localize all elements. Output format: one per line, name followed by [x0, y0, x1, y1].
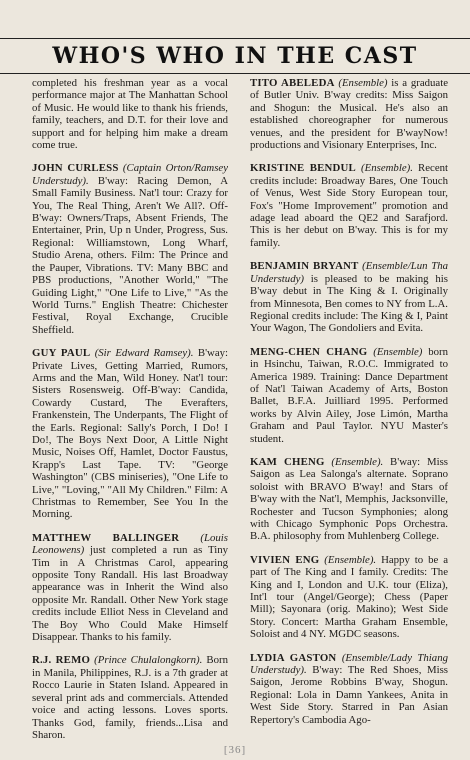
- cast-bio-text: just completed a run as Tiny Tim in A Christmas Carol, appearing opposite Tony Randall. His last Broadway appearance was in Inherit the Wind also opposite Mr. Randall. Other New York stage credits include Elliot Ness in Cleveland and The Boy Who Could Make Himself Disappear. Thanks to his family.: [32, 544, 228, 644]
- cast-bio: [32, 347, 228, 521]
- cast-name: LYDIA GASTON: [250, 651, 337, 664]
- cast-bio: [250, 346, 448, 445]
- cast-bio-text: Happy to be a part of The King and I family. Credits: The King and I, London and U.K. tour (Eliza), Int'l tour (Angel/George); Chess (Paper Mill); Sayonara (orig. Makino); West Side Story. Concert: Martha Graham Ensemble, Soloist and 4 NY. MGDC seasons.: [250, 553, 448, 641]
- cast-name: R.J. REMO: [32, 654, 91, 667]
- page-title: WHO'S WHO IN THE CAST: [52, 43, 418, 69]
- header-band: [0, 38, 470, 74]
- page-number: [36]: [223, 744, 247, 756]
- cast-role: (Louis Leonowens): [32, 531, 228, 557]
- cast-role: (Ensemble): [338, 77, 388, 89]
- cast-name: JOHN CURLESS: [32, 162, 119, 175]
- cast-bio-text: B'way: The Red Shoes, Miss Saigon, Jerome Robbins B'way, Shogun. Regional: Lola in Damn Yankees, Anita in West Side Story. Starred in Pan Asian Repertory's Cambodia Ago-: [250, 664, 448, 726]
- cast-bio: [32, 654, 228, 741]
- cast-bio-text: completed his freshman year as a vocal performance major at The Manhattan School of Music. He would like to thank his friends, family, teachers, and D.T. for their love and support and for helping him make a dream come true.: [32, 77, 228, 152]
- cast-bio-text: Born in Manila, Philippines, R.J. is a 7th grader at Rocco Laurie in Staten Island. Appeared in several print ads and commercials. Attended voice and acting lessons. Loves sports. Thanks God, family, friends...Lisa and Sharon.: [32, 654, 228, 741]
- right-column: [250, 77, 448, 748]
- cast-name: KRISTINE BENDUL: [250, 162, 356, 175]
- cast-name: MENG-CHEN CHANG: [250, 345, 368, 358]
- cast-name: VIVIEN ENG: [250, 553, 320, 566]
- cast-name: BENJAMIN BRYANT: [250, 260, 359, 273]
- left-column: [32, 77, 228, 748]
- cast-role: (Ensemble).: [361, 162, 413, 175]
- cast-bio-text: B'way: Private Lives, Getting Married, Rumors, Arms and the Man, Wild Honey. Nat'l tour: Sisters Rosensweig. Off-B'way: Candida, Cowardy Custard, The Everafters, Frankenstein, The Underpants, The Flight of the Earls. Regional: Sally's Porch, I Do! I Do!, The Boys Next Door, A Little Night Music, Noises Off, Hamlet, Doctor Faustus, Krapp's Last Tape. TV: "George Washington" (CBS miniseries), "One Life to Live," "Loving," "All My Children." Film: A Christmas to Remember, See You In the Morning.: [32, 347, 228, 521]
- cast-role: (Ensemble).: [331, 455, 384, 468]
- cast-bio: [250, 652, 448, 726]
- cast-bio: [250, 554, 448, 641]
- cast-bio: [250, 162, 448, 249]
- cast-name: MATTHEW BALLINGER: [32, 531, 180, 544]
- cast-role: (Sir Edward Ramsey).: [94, 347, 194, 360]
- cast-bio-text: B'way: Racing Demon, A Small Family Business. Nat'l tour: Crazy for You, The Real Thing, Aren't We All?. Off-B'way: Owners/Traps, Absent Friends, The Entertainer, Prin, Up n Under, Progress, Sus. Regional: Williamstown, Long Wharf, Studio Arena, others. Film: The Prince and the Pauper, Vibrations. TV: Many BBC and PBS productions, "Another World," "The Guiding Light," "One Life to Live," "As the World Turns." English Theatre: Chichester Festival, Royal Exchange, Crucible Sheffield.: [32, 174, 228, 336]
- cast-bio: [250, 260, 448, 334]
- cast-role: (Ensemble/Lady Thiang Understudy).: [250, 651, 448, 677]
- cast-name: GUY PAUL: [32, 347, 91, 360]
- cast-role: (Prince Chulalongkorn).: [94, 654, 203, 667]
- cast-name: TITO ABELEDA: [250, 77, 335, 89]
- cast-bio: [32, 532, 228, 644]
- cast-bio: [32, 77, 228, 151]
- cast-role: (Ensemble): [373, 345, 423, 358]
- cast-role: (Ensemble/Lun Tha Understudy): [250, 260, 448, 285]
- cast-name: KAM CHENG: [250, 455, 325, 468]
- columns: [32, 77, 448, 748]
- cast-bio-text: is pleased to be making his B'way debut in The King & I. Originally from Minnesota, Ben comes to NY from L.A. Regional credits include: The King & I, Paint Your Wagon, The Gondoliers and Evita.: [250, 272, 448, 335]
- cast-bio: [250, 456, 448, 543]
- cast-bio: [32, 162, 228, 336]
- cast-bio-text: born in Hsinchu, Taiwan, R.O.C. Immigrated to America 1989. Training: Dance Department of Nat'l Taiwan Academy of Arts, Boston Ballet, B.F.A. Juilliard 1995. Performed works by Alvin Ailey, Jose Limón, Martha Graham and Paul Taylor. NYU Master's student.: [250, 345, 448, 445]
- cast-role: (Captain Orton/Ramsey Understudy).: [32, 162, 228, 187]
- cast-role: (Ensemble).: [324, 553, 377, 566]
- cast-bio: [250, 77, 448, 151]
- cast-bio-text: Recent credits include: Broadway Bares, One Touch of Venus, West Side Story European tour, Fox's "Home Improvement" promotion and adage lead aboard the QE2 and Sarafjord. This is her debut on B'way. This is for my family.: [250, 162, 448, 249]
- cast-bio-text: B'way: Miss Saigon as Lea Salonga's alternate. Soprano soloist with BRAVO B'way! and Stars of B'way with the Nat'l, Memphis, Jacksonville, Rochester and Tucson Symphonies; along with Chicago Symphonic Pops Orchestra. B.A. philosophy from Muhlenberg College.: [250, 455, 448, 543]
- cast-bio-text: is a graduate of Butler Univ. B'way credits: Miss Saigon and Shogun: the Musical. He's also an established choreographer for numerous venues, and the president for B'wayNow! productions and Visionary Enterprises, Inc.: [250, 77, 448, 152]
